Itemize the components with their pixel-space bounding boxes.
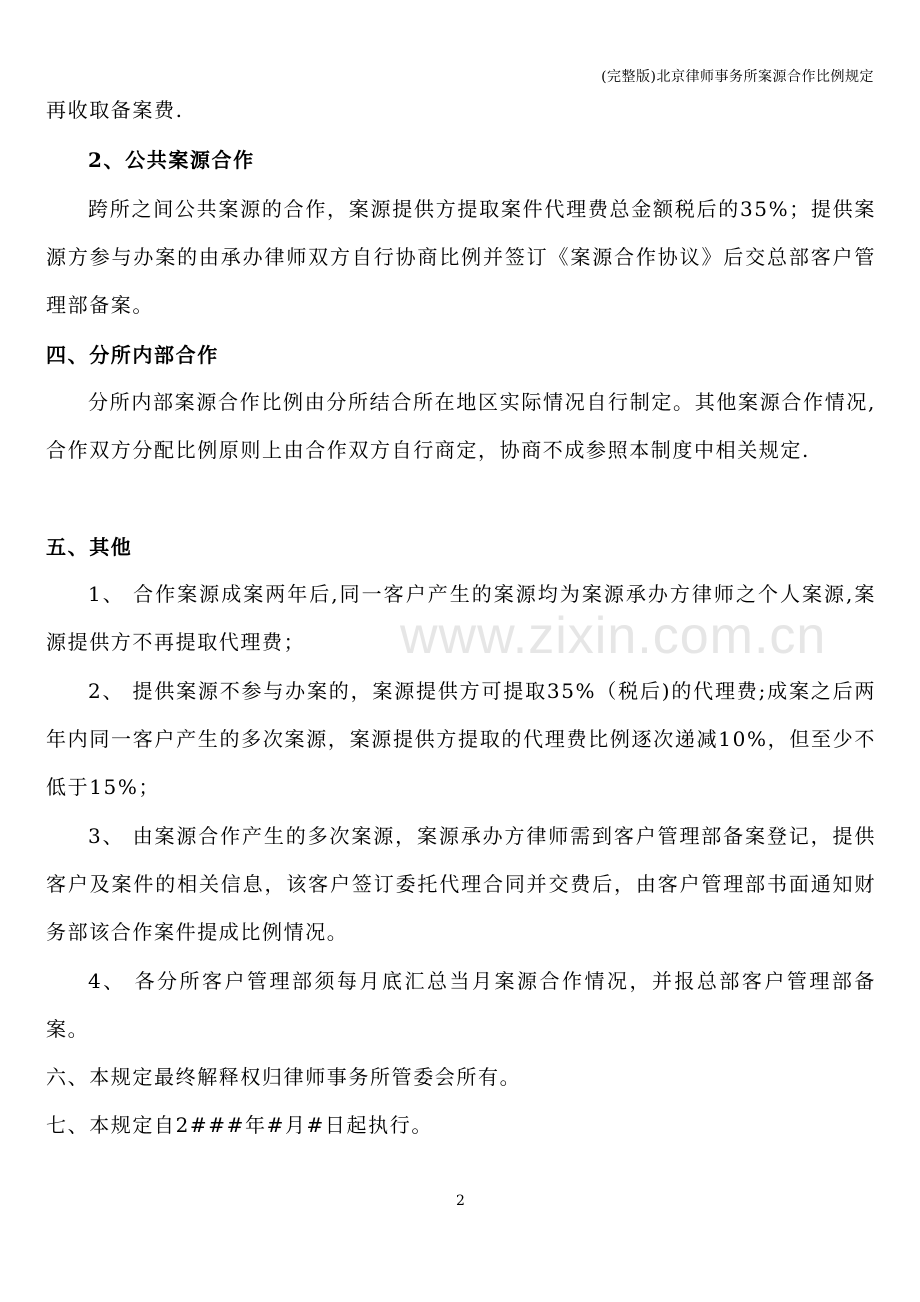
heading-branch-internal-cooperation: 四、分所内部合作 — [46, 343, 219, 367]
paragraph-public-case-cooperation: 跨所之间公共案源的合作，案源提供方提取案件代理费总金额税后的35%；提供案源方参与办案的由承办律师双方自行协商比例并签订《案源合作协议》后交总部客户管理部备案。 — [46, 197, 876, 317]
paragraph-other-item-3: 3、 由案源合作产生的多次案源，案源承办方律师需到客户管理部备案登记，提供客户及案件的相关信息，该客户签订委托代理合同并交费后，由客户管理部书面通知财务部该合作案件提成比例情况。 — [46, 824, 876, 944]
heading-public-case-cooperation: 2、公共案源合作 — [88, 148, 255, 172]
paragraph-continuation: 再收取备案费. — [46, 98, 184, 122]
paragraph-interpretation: 六、本规定最终解释权归律师事务所管委会所有。 — [46, 1065, 522, 1089]
paragraph-other-item-4: 4、 各分所客户管理部须每月底汇总当月案源合作情况，并报总部客户管理部备案。 — [46, 969, 876, 1041]
page-number: 2 — [456, 1193, 465, 1209]
document-header: (完整版)北京律师事务所案源合作比例规定 — [601, 69, 874, 85]
watermark: www.zixin.com.cn — [400, 607, 827, 665]
heading-other: 五、其他 — [46, 535, 133, 559]
paragraph-effective-date: 七、本规定自2###年#月#日起执行。 — [46, 1113, 433, 1137]
paragraph-other-item-2: 2、 提供案源不参与办案的，案源提供方可提取35%（税后)的代理费;成案之后两年内同一客户产生的多次案源，案源提供方提取的代理费比例逐次递减10%，但至少不低于15%； — [46, 679, 876, 799]
paragraph-other-item-1: 1、 合作案源成案两年后,同一客户产生的案源均为案源承办方律师之个人案源,案源提供方不再提取代理费； — [46, 582, 876, 654]
paragraph-branch-internal-cooperation: 分所内部案源合作比例由分所结合所在地区实际情况自行制定。其他案源合作情况,合作双方分配比例原则上由合作双方自行商定，协商不成参照本制度中相关规定. — [46, 390, 876, 462]
